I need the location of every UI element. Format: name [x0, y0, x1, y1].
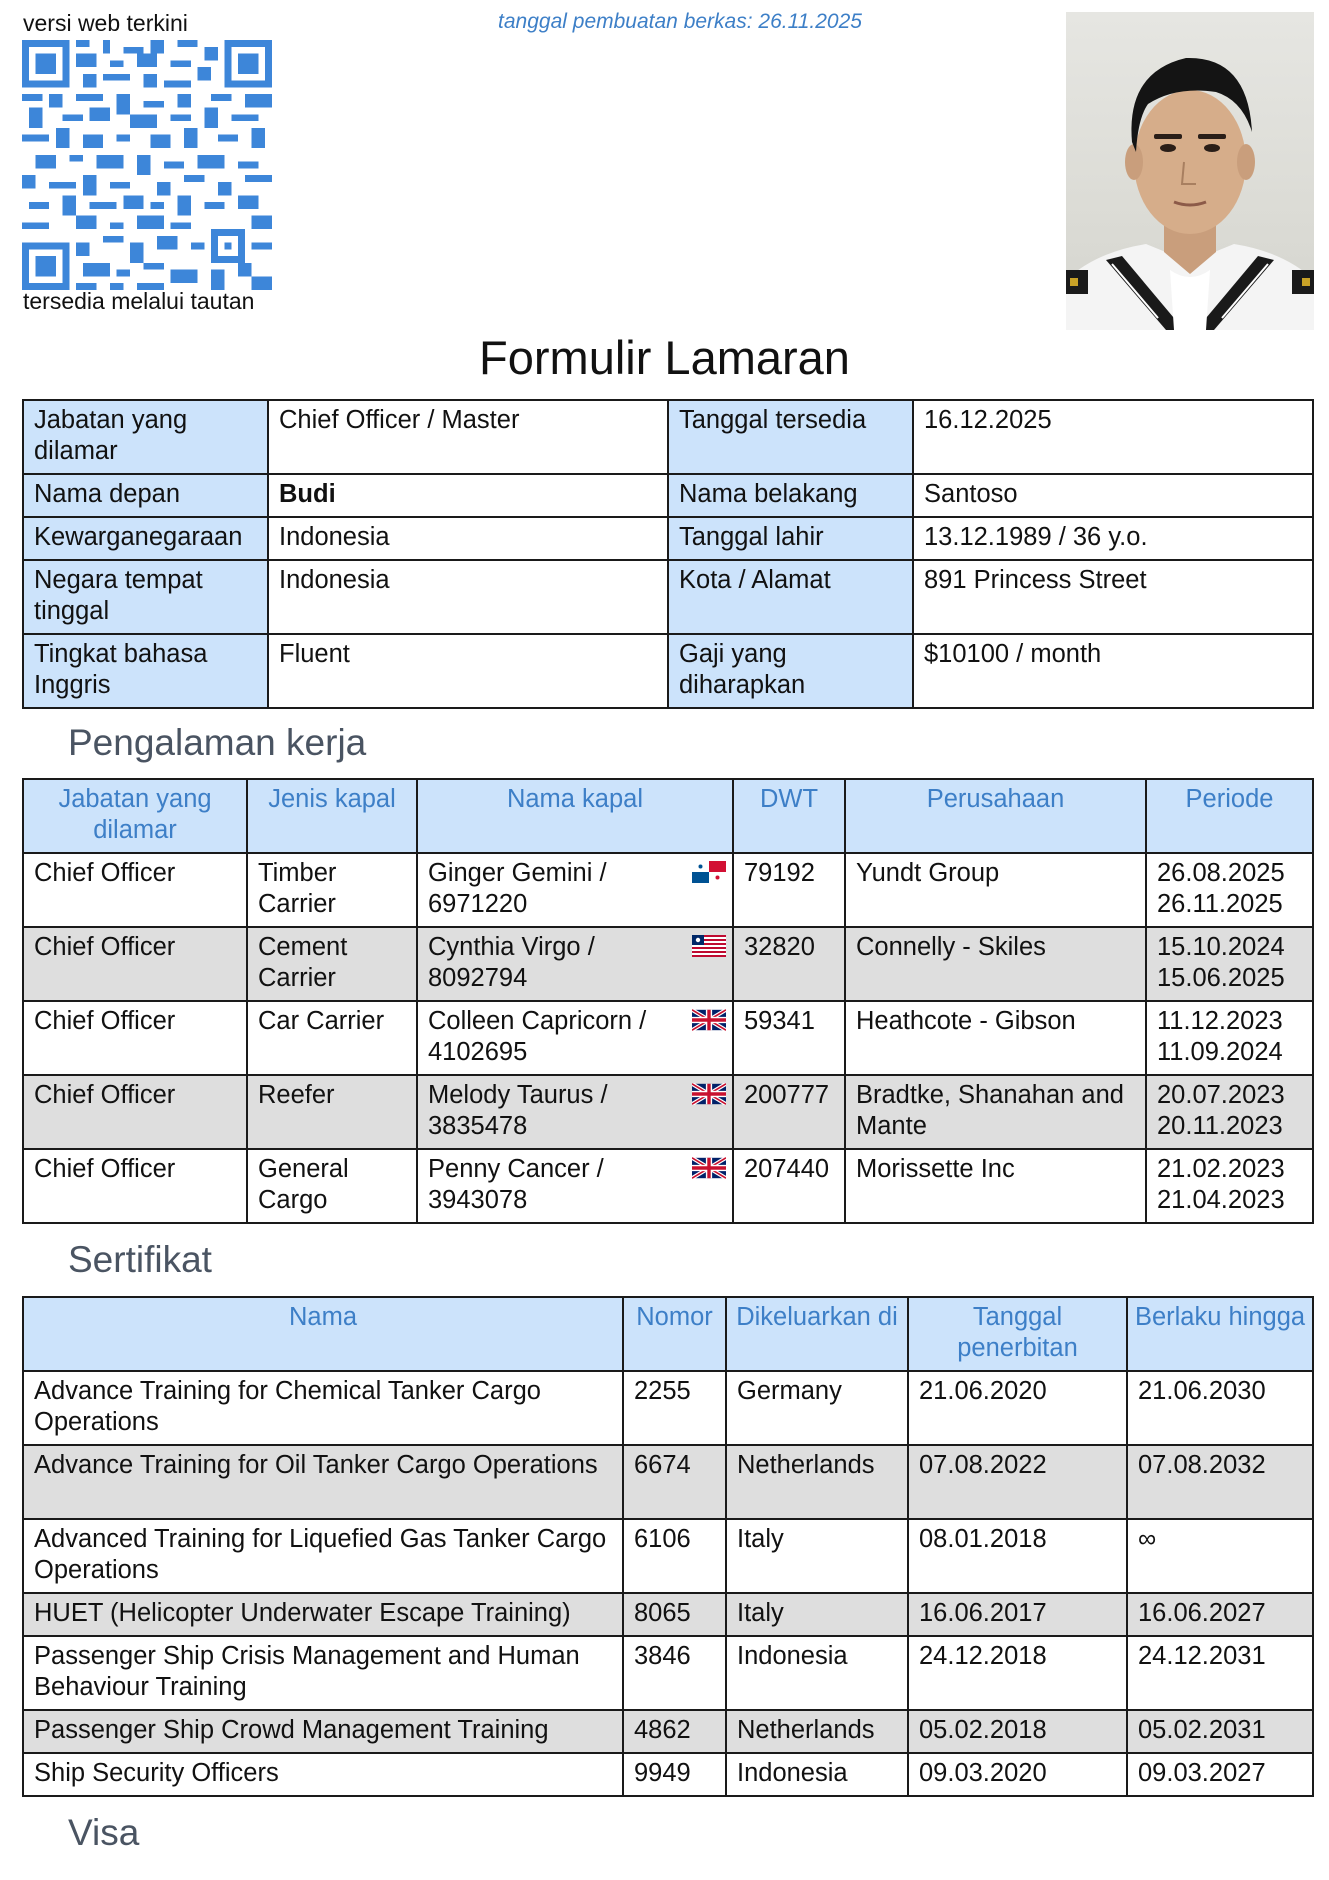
cert-issued-in: Italy	[726, 1593, 908, 1636]
dwt: 207440	[733, 1149, 845, 1223]
cert-issued-in: Indonesia	[726, 1753, 908, 1796]
cert-number: 3846	[623, 1636, 726, 1710]
qr-top-label: versi web terkini	[23, 10, 188, 36]
personal-row	[23, 400, 1313, 474]
liberia-flag-icon	[692, 935, 726, 957]
dwt: 200777	[733, 1075, 845, 1149]
period	[1146, 1149, 1313, 1223]
certificate-row	[23, 1753, 1313, 1796]
label-position: Jabatan yang dilamar	[23, 400, 268, 474]
vessel-name-text: Colleen Capricorn / 4102695	[428, 1007, 647, 1066]
period-to: 20.11.2023	[1157, 1112, 1283, 1140]
cert-issue-date: 16.06.2017	[908, 1593, 1127, 1636]
value-expected-salary: $10100 / month	[913, 634, 1313, 708]
certificate-row	[23, 1636, 1313, 1710]
period	[1146, 1075, 1313, 1149]
vessel-name-text: Cynthia Virgo / 8092794	[428, 933, 595, 992]
experience-row	[23, 1001, 1313, 1075]
company: Connelly - Skiles	[845, 927, 1146, 1001]
vessel-name	[417, 1001, 733, 1075]
label-english-level: Tingkat bahasa Inggris	[23, 634, 268, 708]
cert-name: Passenger Ship Crisis Management and Human Behaviour Training	[23, 1636, 623, 1710]
cert-issue-date: 07.08.2022	[908, 1445, 1127, 1519]
certificate-row	[23, 1710, 1313, 1753]
value-available-date: 16.12.2025	[913, 400, 1313, 474]
generated-date: tanggal pembuatan berkas: 26.11.2025	[498, 10, 862, 33]
experience-header-row	[23, 779, 1313, 853]
label-available-date: Tanggal tersedia	[668, 400, 913, 474]
certificate-row	[23, 1371, 1313, 1445]
period-to: 11.09.2024	[1157, 1038, 1283, 1066]
period-to: 21.04.2023	[1157, 1186, 1285, 1214]
cert-name: HUET (Helicopter Underwater Escape Training)	[23, 1593, 623, 1636]
cert-issued-in: Indonesia	[726, 1636, 908, 1710]
personal-row	[23, 634, 1313, 708]
uk-flag-icon	[692, 1083, 726, 1105]
period-from: 15.10.2024	[1157, 933, 1285, 961]
certificate-row	[23, 1519, 1313, 1593]
cert-valid-until: 07.08.2032	[1127, 1445, 1313, 1519]
label-country-residence: Negara tempat tinggal	[23, 560, 268, 634]
cert-name: Advanced Training for Liquefied Gas Tanker Cargo Operations	[23, 1519, 623, 1593]
cert-number: 4862	[623, 1710, 726, 1753]
period-from: 11.12.2023	[1157, 1007, 1283, 1035]
experience-table	[22, 778, 1314, 1224]
col-header-valid-until: Berlaku hingga	[1127, 1297, 1313, 1371]
value-position: Chief Officer / Master	[268, 400, 668, 474]
period-to: 15.06.2025	[1157, 964, 1285, 992]
cert-name: Passenger Ship Crowd Management Training	[23, 1710, 623, 1753]
cert-number: 8065	[623, 1593, 726, 1636]
period-from: 20.07.2023	[1157, 1081, 1285, 1109]
experience-row	[23, 1149, 1313, 1223]
value-citizenship: Indonesia	[268, 517, 668, 560]
col-header-issued-in: Dikeluarkan di	[726, 1297, 908, 1371]
experience-row	[23, 853, 1313, 927]
vessel-name	[417, 1149, 733, 1223]
vessel-name-text: Ginger Gemini / 6971220	[428, 859, 607, 918]
vessel-name	[417, 927, 733, 1001]
rank: Chief Officer	[23, 927, 247, 1001]
col-header-number: Nomor	[623, 1297, 726, 1371]
uk-flag-icon	[692, 1157, 726, 1179]
period	[1146, 1001, 1313, 1075]
cert-number: 6674	[623, 1445, 726, 1519]
personal-info-table	[22, 399, 1314, 709]
cert-issue-date: 09.03.2020	[908, 1753, 1127, 1796]
section-title-certificates: Sertifikat	[68, 1239, 212, 1280]
dwt: 79192	[733, 853, 845, 927]
uk-flag-icon	[692, 1009, 726, 1031]
experience-row	[23, 1075, 1313, 1149]
company: Bradtke, Shanahan and Mante	[845, 1075, 1146, 1149]
vessel-name	[417, 853, 733, 927]
col-header-vessel-name: Nama kapal	[417, 779, 733, 853]
period-from: 26.08.2025	[1157, 859, 1285, 887]
applicant-photo	[1066, 12, 1314, 330]
period-from: 21.02.2023	[1157, 1155, 1285, 1183]
col-header-name: Nama	[23, 1297, 623, 1371]
value-country-residence: Indonesia	[268, 560, 668, 634]
vessel-name-text: Penny Cancer / 3943078	[428, 1155, 604, 1214]
value-last-name: Santoso	[913, 474, 1313, 517]
period-to: 26.11.2025	[1157, 890, 1283, 918]
cert-issued-in: Netherlands	[726, 1710, 908, 1753]
section-title-experience: Pengalaman kerja	[68, 722, 367, 763]
col-header-vessel-type: Jenis kapal	[247, 779, 417, 853]
col-header-issue-date: Tanggal penerbitan	[908, 1297, 1127, 1371]
cert-valid-until: ∞	[1127, 1519, 1313, 1593]
cert-number: 9949	[623, 1753, 726, 1796]
cert-valid-until: 16.06.2027	[1127, 1593, 1313, 1636]
certificates-table	[22, 1296, 1314, 1797]
rank: Chief Officer	[23, 1149, 247, 1223]
cert-issued-in: Italy	[726, 1519, 908, 1593]
label-citizenship: Kewarganegaraan	[23, 517, 268, 560]
vessel-type: Car Carrier	[247, 1001, 417, 1075]
col-header-company: Perusahaan	[845, 779, 1146, 853]
vessel-type: General Cargo	[247, 1149, 417, 1223]
qr-bottom-label: tersedia melalui tautan	[23, 288, 255, 314]
period	[1146, 927, 1313, 1001]
period	[1146, 853, 1313, 927]
qr-code-icon[interactable]	[22, 40, 272, 290]
panama-flag-icon	[692, 861, 726, 883]
cert-valid-until: 09.03.2027	[1127, 1753, 1313, 1796]
company: Morissette Inc	[845, 1149, 1146, 1223]
value-birth-date: 13.12.1989 / 36 y.o.	[913, 517, 1313, 560]
value-address: 891 Princess Street	[913, 560, 1313, 634]
cert-issue-date: 21.06.2020	[908, 1371, 1127, 1445]
label-last-name: Nama belakang	[668, 474, 913, 517]
value-english-level: Fluent	[268, 634, 668, 708]
vessel-type: Timber Carrier	[247, 853, 417, 927]
personal-row	[23, 560, 1313, 634]
rank: Chief Officer	[23, 853, 247, 927]
certificate-row	[23, 1445, 1313, 1519]
cert-valid-until: 24.12.2031	[1127, 1636, 1313, 1710]
vessel-name	[417, 1075, 733, 1149]
cert-name: Advance Training for Chemical Tanker Cargo Operations	[23, 1371, 623, 1445]
col-header-dwt: DWT	[733, 779, 845, 853]
label-first-name: Nama depan	[23, 474, 268, 517]
cert-valid-until: 05.02.2031	[1127, 1710, 1313, 1753]
label-address: Kota / Alamat	[668, 560, 913, 634]
vessel-type: Cement Carrier	[247, 927, 417, 1001]
label-expected-salary: Gaji yang diharapkan	[668, 634, 913, 708]
label-birth-date: Tanggal lahir	[668, 517, 913, 560]
cert-name: Ship Security Officers	[23, 1753, 623, 1796]
cert-valid-until: 21.06.2030	[1127, 1371, 1313, 1445]
section-title-visa: Visa	[68, 1812, 140, 1853]
vessel-name-text: Melody Taurus / 3835478	[428, 1081, 608, 1140]
cert-issue-date: 05.02.2018	[908, 1710, 1127, 1753]
cert-issue-date: 08.01.2018	[908, 1519, 1127, 1593]
personal-row	[23, 517, 1313, 560]
cert-number: 2255	[623, 1371, 726, 1445]
dwt: 32820	[733, 927, 845, 1001]
cert-issued-in: Germany	[726, 1371, 908, 1445]
experience-row	[23, 927, 1313, 1001]
company: Yundt Group	[845, 853, 1146, 927]
col-header-period: Periode	[1146, 779, 1313, 853]
vessel-type: Reefer	[247, 1075, 417, 1149]
rank: Chief Officer	[23, 1001, 247, 1075]
cert-issued-in: Netherlands	[726, 1445, 908, 1519]
rank: Chief Officer	[23, 1075, 247, 1149]
cert-name: Advance Training for Oil Tanker Cargo Operations	[23, 1445, 623, 1519]
page-title: Formulir Lamaran	[479, 331, 850, 384]
certificate-row	[23, 1593, 1313, 1636]
certificates-header-row	[23, 1297, 1313, 1371]
company: Heathcote - Gibson	[845, 1001, 1146, 1075]
cert-number: 6106	[623, 1519, 726, 1593]
cert-issue-date: 24.12.2018	[908, 1636, 1127, 1710]
personal-row	[23, 474, 1313, 517]
dwt: 59341	[733, 1001, 845, 1075]
col-header-rank: Jabatan yang dilamar	[23, 779, 247, 853]
value-first-name: Budi	[268, 474, 668, 517]
